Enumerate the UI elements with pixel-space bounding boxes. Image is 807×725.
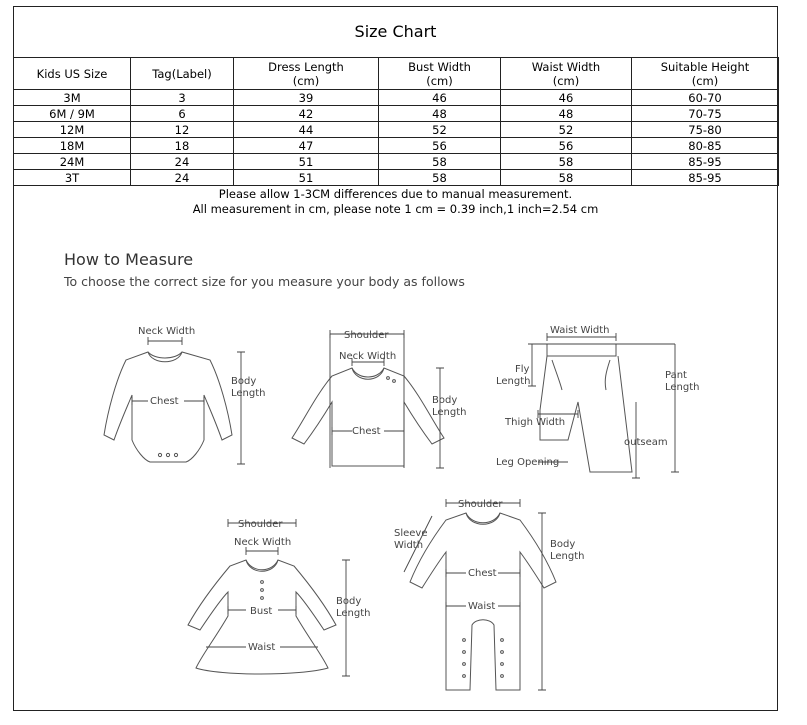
table-cell: 44: [234, 122, 379, 138]
table-cell: 85-95: [632, 154, 779, 170]
table-cell: 24: [131, 170, 234, 186]
table-cell: 51: [234, 154, 379, 170]
table-cell: 46: [501, 90, 632, 106]
header-waist-width: Waist Width (cm): [501, 58, 632, 90]
table-cell: 56: [379, 138, 501, 154]
romper-shoulder-label: Shoulder: [458, 499, 503, 510]
table-cell: 47: [234, 138, 379, 154]
pants-waist-width-label: Waist Width: [550, 325, 610, 336]
header-suitable-height: Suitable Height (cm): [632, 58, 779, 90]
dress-length-label: Length: [336, 608, 371, 619]
shirt-diagram: [292, 330, 467, 468]
shirt-neck-width-label: Neck Width: [339, 351, 397, 362]
bodysuit-chest-label: Chest: [150, 396, 179, 407]
dress-bust-label: Bust: [250, 606, 273, 617]
table-cell: 52: [379, 122, 501, 138]
bodysuit-diagram: [104, 326, 266, 464]
pants-diagram: [496, 325, 700, 478]
romper-length-label: Length: [550, 551, 585, 562]
romper-waist-label: Waist: [468, 601, 496, 612]
table-cell: 58: [379, 154, 501, 170]
header-dress-length: Dress Length (cm): [234, 58, 379, 90]
header-tag: Tag(Label): [131, 58, 234, 90]
dress-body-label: Body: [336, 596, 362, 607]
table-cell: 48: [379, 106, 501, 122]
table-cell: 52: [501, 122, 632, 138]
table-cell: 3M: [14, 90, 131, 106]
table-cell: 42: [234, 106, 379, 122]
header-kids-us-size: Kids US Size: [14, 58, 131, 90]
romper-body-label: Body: [550, 539, 576, 550]
pants-pant-length-label: Length: [665, 382, 700, 393]
table-cell: 58: [379, 170, 501, 186]
table-cell: 46: [379, 90, 501, 106]
table-cell: 48: [501, 106, 632, 122]
romper-diagram: [394, 499, 585, 690]
table-cell: 12M: [14, 122, 131, 138]
table-cell: 70-75: [632, 106, 779, 122]
table-cell: 58: [501, 154, 632, 170]
table-cell: 85-95: [632, 170, 779, 186]
how-to-measure-heading: How to Measure: [64, 250, 194, 269]
table-cell: 56: [501, 138, 632, 154]
table-cell: 51: [234, 170, 379, 186]
table-cell: 75-80: [632, 122, 779, 138]
table-cell: 18: [131, 138, 234, 154]
table-cell: 3T: [14, 170, 131, 186]
pants-outseam-label: outseam: [624, 437, 668, 448]
table-cell: 24: [131, 154, 234, 170]
table-cell: 80-85: [632, 138, 779, 154]
table-cell: 3: [131, 90, 234, 106]
pants-pant-label: Pant: [665, 370, 687, 381]
header-bust-width: Bust Width (cm): [379, 58, 501, 90]
pants-fly-length-label: Length: [496, 376, 531, 387]
shirt-shoulder-label: Shoulder: [344, 330, 389, 341]
shirt-body-label: Body: [432, 395, 458, 406]
bodysuit-neck-width-label: Neck Width: [138, 326, 196, 337]
shirt-chest-label: Chest: [352, 426, 381, 437]
table-cell: 60-70: [632, 90, 779, 106]
dress-waist-label: Waist: [248, 642, 276, 653]
note-line-1: Please allow 1-3CM differences due to manual measurement.: [218, 187, 573, 201]
table-cell: 39: [234, 90, 379, 106]
dress-shoulder-label: Shoulder: [238, 519, 283, 530]
romper-chest-label: Chest: [468, 568, 497, 579]
dress-neck-width-label: Neck Width: [234, 537, 292, 548]
page-title: Size Chart: [13, 6, 778, 58]
bodysuit-body-label: Body: [231, 376, 257, 387]
romper-sleeve-width-label: Width: [394, 540, 424, 551]
pants-leg-opening-label: Leg Opening: [496, 457, 560, 468]
romper-sleeve-label: Sleeve: [394, 528, 428, 539]
pants-thigh-width-label: Thigh Width: [505, 417, 566, 428]
bodysuit-length-label: Length: [231, 388, 266, 399]
dress-diagram: [188, 519, 371, 676]
table-cell: 6: [131, 106, 234, 122]
shirt-length-label: Length: [432, 407, 467, 418]
how-to-measure-subheading: To choose the correct size for you measure your body as follows: [64, 274, 465, 289]
table-cell: 18M: [14, 138, 131, 154]
pants-fly-label: Fly: [515, 364, 530, 375]
note-line-2: All measurement in cm, please note 1 cm = 0.39 inch,1 inch=2.54 cm: [192, 202, 599, 216]
table-cell: 12: [131, 122, 234, 138]
table-cell: 6M / 9M: [14, 106, 131, 122]
table-cell: 58: [501, 170, 632, 186]
table-cell: 24M: [14, 154, 131, 170]
